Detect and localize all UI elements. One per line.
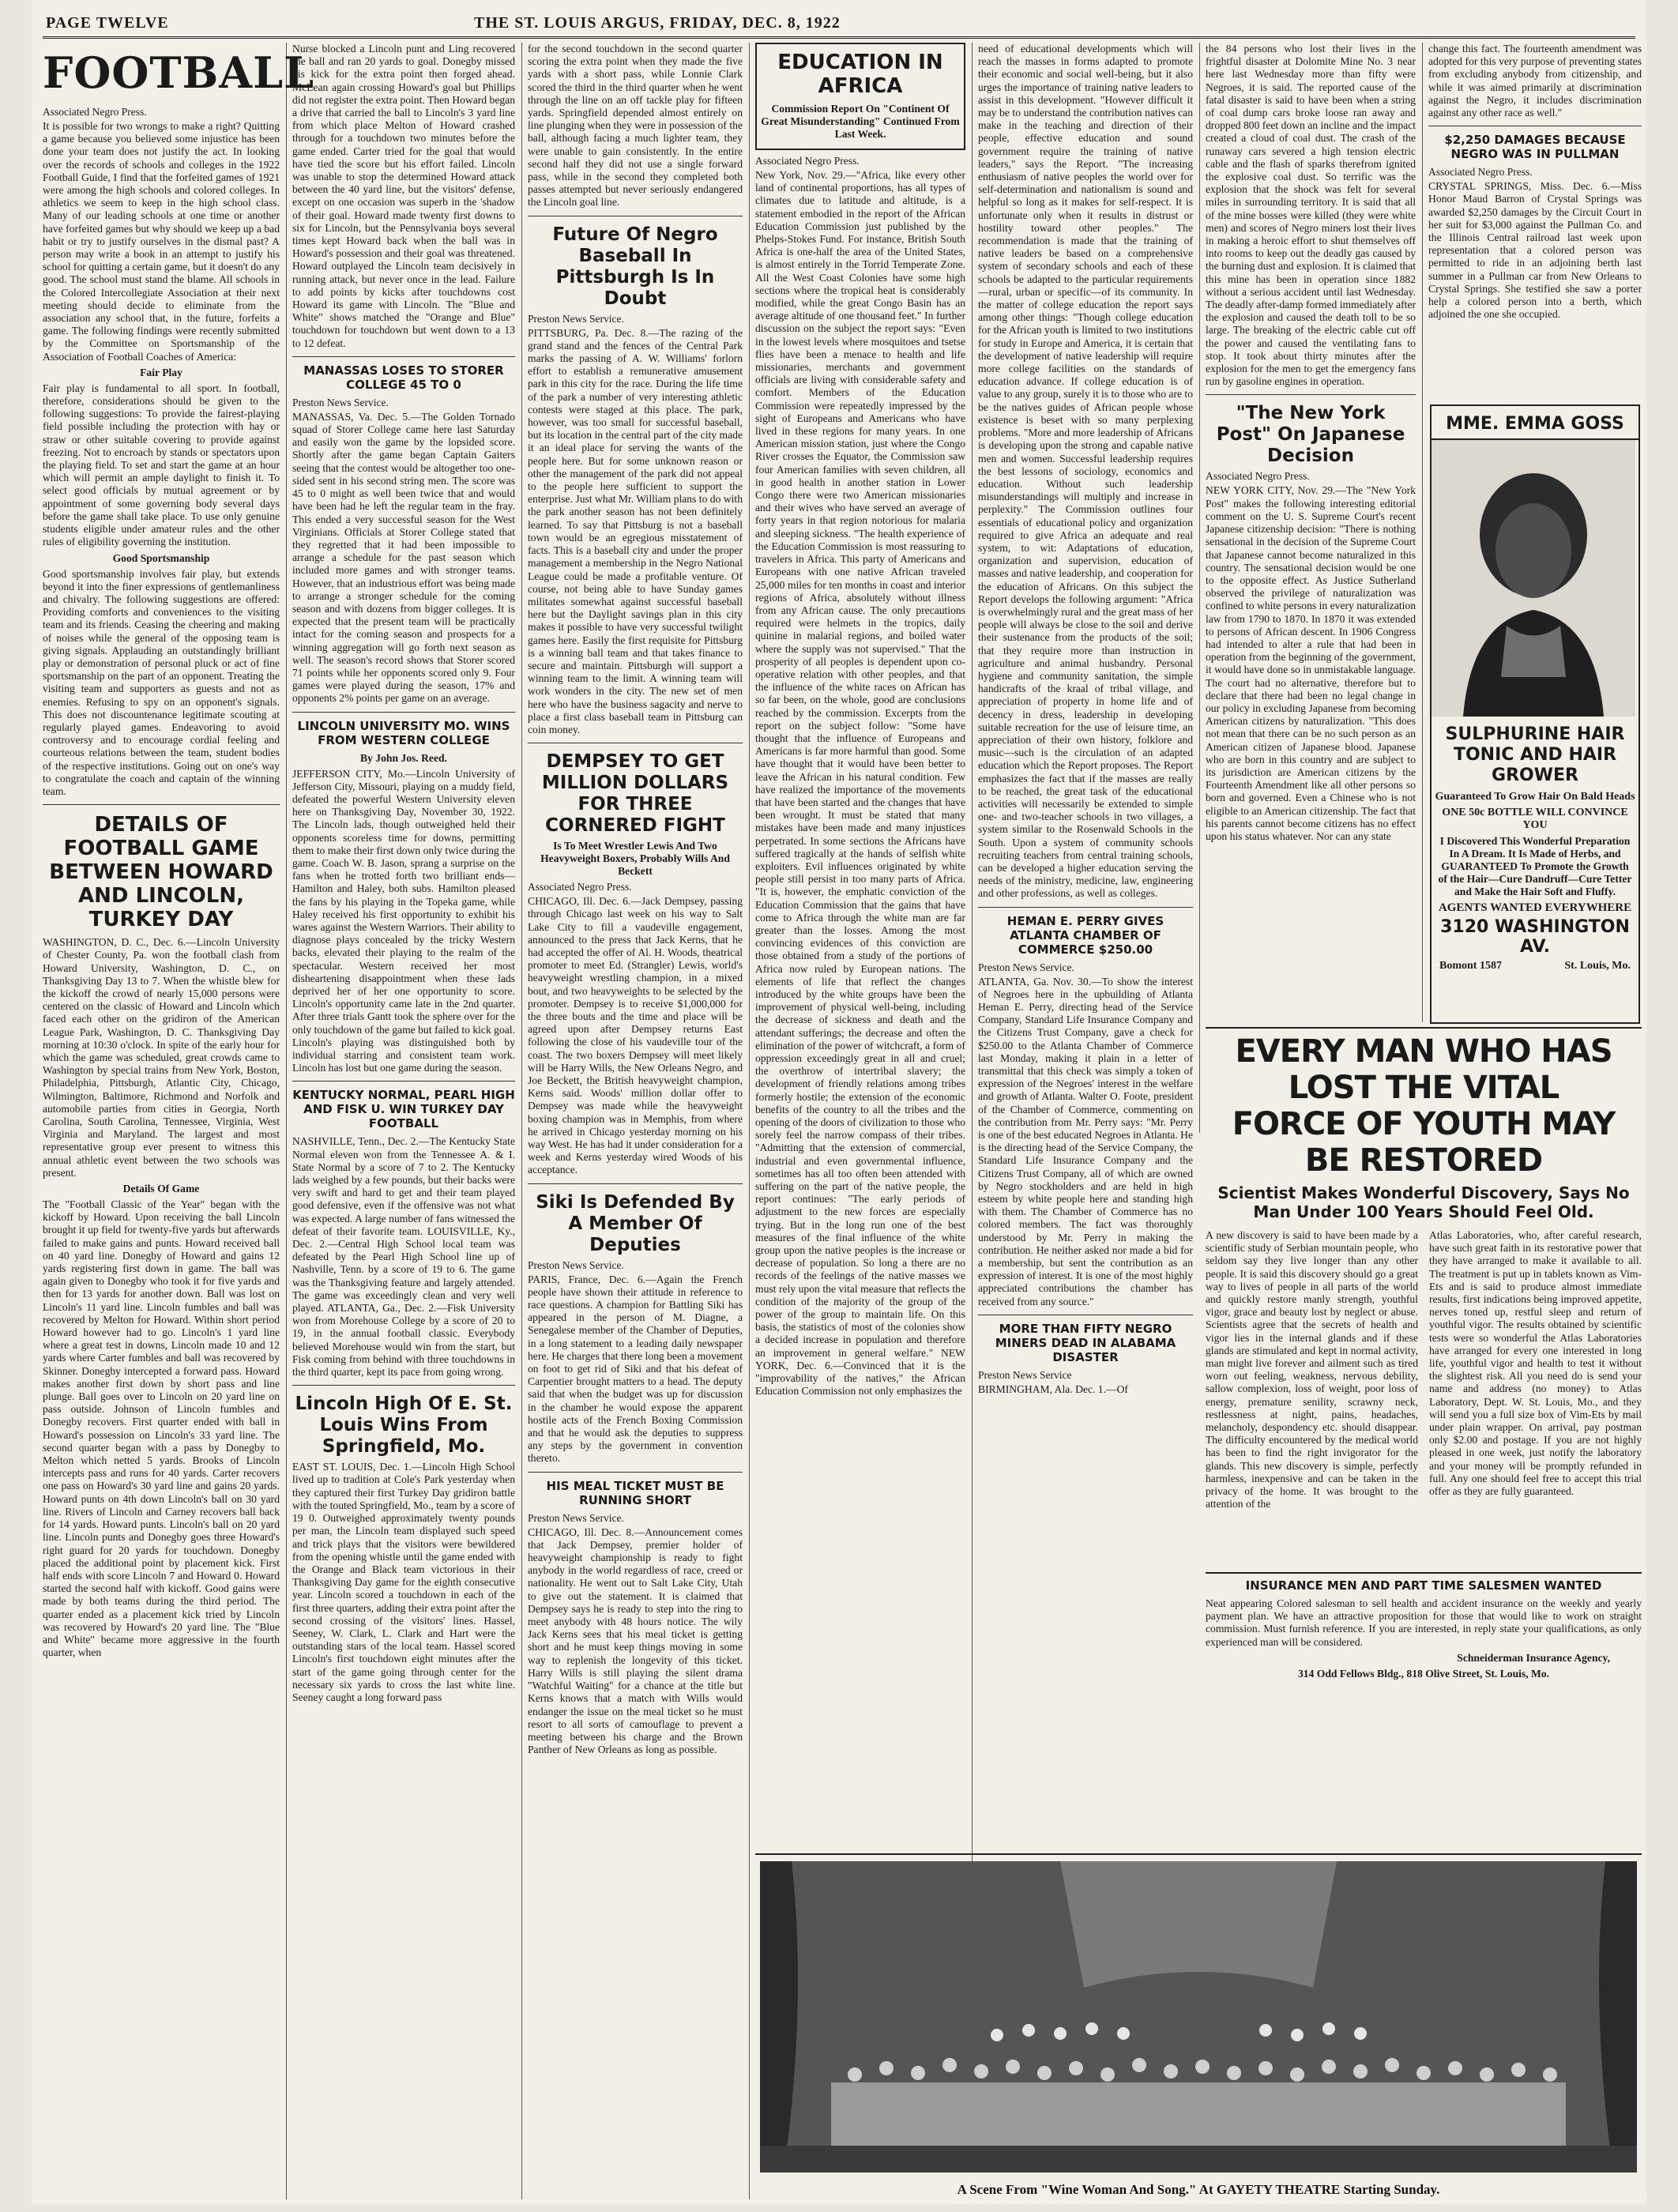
- meal-ticket-byline: Preston News Service.: [528, 1511, 624, 1524]
- theatre-photo: [760, 1861, 1637, 2172]
- ad-body-right: Atlas Laboratories, who, after careful research, have such great faith in its restorative power that they have arranged to make it available to all. The treatment is put up in tablets known as Vim-Ets and is said to produce almost immediate results, first indications being improved appetite, nerves toned up, restful sleep and return of youthful vigor. The results obtained by scientific tests were so wonderful the Atlas Laboratories have arranged for every one interested in long life, youthful vigor and health to test it without the slightest risk. All you need do is send your name and address (no money) to Atlas Laboratory, Dept. W. St. Louis, Mo., and they will send you a full size box of Vim-Ets by mail under plain wrapper. On arrival, pay postman only $2.00 and postage. If you are not highly pleased in one week, just notify the laboratory and your money will be promptly refunded in full. Any one should feel free to accept this trial offer as they are fully guaranteed.: [1429, 1229, 1642, 1498]
- details-body: The "Football Classic of the Year" began with the kickoff by Howard. Upon receiving the ball Lincoln brought it up field for twenty-five yards but afterwards failed to make gains and punts. Howard received ball on 40 yard line. Donegby of Howard and gains 12 yards registering first down in game. The ball was again given to Donegby who took it for five yards and then for 13 yards for another down. Ball was lost on Lincoln's 11 yard line. Lincoln fumbles and ball was recovered by Melton for Howard. Within short period Howard however had to go. Lincoln's 1 yard line where a great test in downs, Lincoln made 10 and 12 yards where Carter fumbles and ball was recovered by Skinner. Donegby intercepted a forward pass. Howard makes another first down by short pass and line plunge. Ball goes over to Lincoln on 20 yard line on pass outside. Johnson of Lincoln fumbles and Donegby recovers. First quarter ended with ball in Howard's possession on Lincoln's 33 yard line. The second quarter began with a pass by Donegby to Melton which netted 5 yards. Brooks of Lincoln intercepts pass and runs for 40 yards. Carter recovers one pass on Howard's 30 yard line and gains 20 yards. Howard punts on 4th down Lincoln's ball on 30 yard line. Rivers of Lincoln and Carney recovers ball back for 14 yards. Howard punts. Lincoln's ball on 20 yard line. Lincoln punts and Donegby goes three Howard's right guard for 20 yards for touchdown. Donegby placed the additional point by placement kick. First half ends with score Lincoln 7 and Howard 0. Howard started the second half with kickoff. Good gains were made by both teams during the third period. The quarter ended as a placement kick tried by Lincoln was recovered by Howard's 20 yard line. The "Blue and White" became more aggressive in the fourth quarter, when: [43, 1198, 280, 1659]
- column-rule: [749, 43, 750, 2199]
- football-headline: FOOTBALL: [43, 47, 315, 98]
- dempsey-deck: Is To Meet Wrestler Lewis And Two Heavyweight Boxers, Probably Wills And Beckett: [540, 840, 730, 878]
- manassas-headline: MANASSAS LOSES TO STORER COLLEGE 45 TO 0: [303, 363, 504, 392]
- baseball-body: PITTSBURG, Pa. Dec. 8.—The razing of the grand stand and the fences of the Central Park marks the passing of A. W. Williams' forlorn effort to establish a remunerative amusement park in this city for the race. During the life time of the park a number of very interesting athletic contests were staged at this place. The park, however, was too small for successful baseball, but its location in the central part of the city made it an ideal place for serving the wants of the people here. But for some unknown reason or other the management of the park did not appeal to the people here sufficient to support the enterprise. Just what Mr. William plans to do with the park another season has not been definitely learned. To say that Pittsburg is not a baseball town would be an egregious misstatement of facts. This is a baseball city and under the proper management a membership in the Negro National League could be made a profitable venture. Of course, not being able to have Sunday games militates somewhat against successful baseball here but the Daylight savings plan in this city makes it possible to have very successful twilight games here. Easily the first requisite for Pittsburg is a winning ball team and that takes finance to secure and maintain. Pittsburgh will support a winning team to the limit. A winning team will work wonders in the city. The new set of men here who have the business sagacity and nerve to place a first class baseball team in Pittsburg can coin money.: [528, 326, 743, 735]
- kentucky-headline: KENTUCKY NORMAL, PEARL HIGH AND FISK U. WIN TURKEY DAY FOOTBALL: [292, 1088, 515, 1131]
- column-4: [755, 43, 965, 1891]
- column-rule: [286, 43, 287, 2199]
- column-3: [528, 43, 743, 2198]
- column-5: [978, 43, 1193, 1891]
- divider: [43, 804, 280, 805]
- insurance-address: 314 Odd Fellows Bldg., 818 Olive Street, St. Louis, Mo.: [1297, 1667, 1550, 1680]
- baseball-headline: Future Of Negro Baseball In Pittsburgh Is In Doubt: [552, 224, 718, 309]
- sportsmanship-body: Good sportsmanship involves fair play, but extends beyond it into the finer expressions of gentlemanliness and chivalry. The following suggestions are offered: Providing comforts and conveniences to the visiting team and its friends. Ceasing the cheering and making of noises while the general of the opposing team is giving signals. Applauding an outstandingly brilliant play or demonstration of personal pluck or act of fine sportsmanship on the part of an opponent. Treating the visiting team and supporters as guests and not as enemies. Refusing to spy on an opponent's signals. This does not discountenance legitimate scouting at regularly played games. Endeavoring to avoid controversy and to encourage cordial feeling and courteous relations between the team, student bodies of the respective institutions. Going out on one's way to congratulate the coach and captain of the winning team.: [43, 567, 280, 797]
- page-folio: [32, 14, 1646, 35]
- column-rule: [521, 43, 522, 2199]
- ad-city: St. Louis, Mo.: [1564, 960, 1631, 972]
- stlouis-headline: Lincoln High Of E. St. Louis Wins From Springfield, Mo.: [295, 1394, 513, 1458]
- portrait-image: [1432, 440, 1635, 717]
- divider: [292, 1081, 515, 1082]
- column-rule: [1422, 43, 1423, 1022]
- fair-play-subhead: Fair Play: [140, 366, 182, 378]
- ad-one-bottle: ONE 50c BOTTLE WILL CONVINCE YOU: [1442, 807, 1628, 831]
- meal-ticket-headline: HIS MEAL TICKET MUST BE RUNNING SHORT: [546, 1478, 724, 1507]
- ad-name: MME. EMMA GOSS: [1432, 414, 1638, 440]
- column-rule: [1199, 43, 1200, 1133]
- kentucky-body: NASHVILLE, Tenn., Dec. 2.—The Kentucky State Normal eleven won from the Tennessee A. & I. State Normal by a score of 7 to 2. The Kentucky lads weighed by a few pounds, but their backs were very swift and hard to get and their team played good defensive, even if the offensive was not what was expected. A large number of fans witnessed the defeat of their favorite team. LOUISVILLE, Ky., Dec. 2.—Central High School local team was defeated by the Pearl High School line up of Nashville, Tenn. by a score of 19 to 6. The game was the Thanksgiving feature and largely attended. The game was exceedingly clean and very well played. ATLANTA, Ga., Dec. 2.—Fisk University won from Morehouse College by a score of 20 to 19, in the annual football classic. Everybody believed Morehouse would win from the start, but Fisk coming from behind with three touchdowns in the third quarter, kept its pace from going wrong.: [292, 1135, 515, 1379]
- japanese-continued: change this fact. The fourteenth amendment was adopted for this very purpose of preventing states from excluding anybody from citizenship, and while it was aimed primarily at discrimination against the Negro, it includes discrimination against any other race as well.": [1428, 43, 1642, 119]
- perry-byline: Preston News Service.: [978, 961, 1074, 973]
- nypost-headline: "The New York Post" On Japanese Decision: [1216, 403, 1405, 467]
- ad-body-left: A new discovery is said to have been made by a scientific study of Serbian mountain people, who seldom say they live longer than any other people. It is said this discovery should go a great way to lives of people in all parts of the world and quickly restore manly strength, youthful vigor, grace and beauty lost by neglect or abuse. Scientists agree that the secrets of health and vigor lies in the internal glands and if these glands are stimulated and kept in normal activity, man might live forever and ailment such as tired worn out feeling, weakness, nervous debility, sallow complexion, loss of weight, poor loss of energy, premature senility, scrawny neck, restlessness at night, pains, headaches, melancholy, despondency etc. should disappear. The difficulty encountered by the medical world has been to find the right invigorator for the glands. This new discovery is simple, perfectly harmless, inexpensive and can be taken in the privacy of the home. It was brought to the attention of the: [1206, 1229, 1418, 1510]
- nypost-byline: Associated Negro Press.: [1206, 470, 1310, 483]
- insurance-agency: Schneiderman Insurance Agency,: [1457, 1651, 1610, 1664]
- ad-agents: AGENTS WANTED EVERYWHERE: [1438, 901, 1632, 914]
- mine-disaster-continued: the 84 persons who lost their lives in the frightful disaster at Dolomite Mine No. 3 near here last Wednesday more than fifty were Negroes, it is said. The reported cause of the fatal disaster is said to have been when a string of coal dump cars broke loose ran away and dropped 800 feet down an incline and the impact created a cloud of coal dust. The crash of the runaway cars severed a high tension electric cable and the flash of sparks therefrom ignited the explosive coal dust. So terrific was the explosion that the shock was felt for several miles in surrounding territory. It is said that all of the mine bosses were killed (they were white men) and scores of Negro miners lost their lives in making a heroic effort to shut themselves off into rooms to keep out the deadly gas caused by the burning dust and explosion. It is claimed that this mine has been in operation since 1882 without a serious accident until last Wednesday. The deadly after-damp formed immediately after the explosion and caused the death toll to be so large. The breaking of the electric cable cut off the power and caused the ventilating fans to stop. It took about thirty minutes after the explosion for the men to get the emergency fans run by gasoline engines in operation.: [1206, 43, 1416, 388]
- football-byline: Associated Negro Press.: [43, 106, 147, 118]
- column-7: [1428, 43, 1642, 406]
- insurance-ad: [1206, 1572, 1642, 1714]
- nypost-body: NEW YORK CITY, Nov. 29.—The "New York Post" makes the following interesting editorial comment on the U. S. Supreme Court's recent Japanese citizenship decision: "There is nothing sensational in the decision of the Supreme Court that Japanese cannot become naturalized in this country. The sensational decision would be one to the opposite effect. As Justice Sutherland observed the privilege of naturalization was confined to white persons in every naturalization law from 1790 to 1870. In 1870 it was extended to persons of African descent. In 1906 Congress had intended to alter a rule that had been in operation from the beginning of the government, it would have done so in unmistakable language. The court had no alternative, therefore but to declare that there had been no legal change in our policy in excluding Japanese from becoming American citizens by naturalization. "This does not mean that there can be no such person as an American citizen of Japanese blood. Japanese who are born in this country and are subject to its jurisdiction are American citizens by the Fourteenth Amendment like all other persons so born and governed. Even a Chinese who is not eligible to an American citizenship. The fact that his parents cannot become citizens has no effect upon his status whatever. Nor can any state: [1206, 484, 1416, 842]
- miners-headline: MORE THAN FIFTY NEGRO MINERS DEAD IN ALABAMA DISASTER: [995, 1321, 1176, 1364]
- newspaper-page: [32, 0, 1646, 2204]
- ad-contact: [1432, 957, 1638, 976]
- africa-headline-box: [755, 43, 965, 150]
- siki-body: PARIS, France, Dec. 6.—Again the French people have shown their attitude in reference to race questions. A champion for Battling Siki has appeared in the person of M. Diagne, a Senegalese member of the Chamber of Deputies, in a long statement to a leading daily newspaper here. He charges that there long been a movement on foot to get rid of Siki and that his defeat of Carpentier brought matters to a head. The deputy said that when the budget was up for discussion in the chamber he would expose the apparent hostile acts of the French Boxing Commission and that he would ask the deputies to suppress any steps by the government in convention thereto.: [528, 1273, 743, 1465]
- football-body: It is possible for two wrongs to make a right? Quitting a game because you believed some injustice has been done your team does not justify the act. In looking over the records of schools and colleges in the 1922 Football Guide, I find that the forfeited games of 1921 were among the high schools and colored colleges. In athletics we seem to keep in the high school class. Many of our leading schools at one time or another have forfeited games but why should we keep up a bad habit or try to justify ourselves in the dismal past? A person may write a book in an attempt to justify his school for quitting a certain game, but it doesn't do any good. The school must stand the blame. All schools in the Colored Intercollegiate Association at their next meeting should decide to eliminate from the association any school that, in the future, forfeits a game. The following findings were recently submitted by the Committee on Sportsmanship of the Association of Football Coaches of America:: [43, 120, 280, 363]
- meal-ticket-body: CHICAGO, Ill. Dec. 8.—Announcement comes that Jack Dempsey, premier holder of heavyweight championship is ready to fight anybody in the world regardless of race, creed or nationality. He went out to Salt Lake City, Utah to give out the statement. It is claimed that Dempsey says he is ready to step into the ring to meet anybody with 48 hours notice. The wily Jack Kerns sees that his meal ticket is getting short and he must keep things moving in some way to replenish the longevity of this ticket. Harry Wills is still playing the silent drama "Watchful Waiting" for a chance at the title but Kerns knows that a match with Wills would endanger the issue on the meal ticket so he must resort to all sorts of camouflage to prevent a meeting between his charge and the Brown Panther of New Orleans as long as possible.: [528, 1525, 743, 1756]
- damages-body: CRYSTAL SPRINGS, Miss. Dec. 6.—Miss Honor Maud Barron of Crystal Springs was awarded $2,250 damages by the Circuit Court in her suit for $3,000 against the Pullman Co. and the Illinois Central railroad last week upon representation that a colored person was permitted to ride in an adjoining berth last summer in a Pullman car from New Orleans to Crystal Springs. She testified she saw a porter help a colored person into a berth, which adjoined the one she occupied.: [1428, 180, 1642, 321]
- baseball-byline: Preston News Service.: [528, 312, 624, 325]
- divider: [978, 907, 1193, 908]
- damages-byline: Associated Negro Press.: [1428, 166, 1533, 179]
- africa-byline: Associated Negro Press.: [755, 155, 860, 167]
- miners-body: BIRMINGHAM, Ala. Dec. 1.—Of: [978, 1382, 1128, 1395]
- theatre-photo-block: [755, 1853, 1642, 2203]
- insurance-body: Neat appearing Colored salesman to sell health and accident insurance on the weekly and yearly payment plan. We have an attractive proposition for those that would like to work on straight commission. Must furnish reference. If you are interested, in reply state your qualifications, as only experienced man will be considered.: [1206, 1597, 1642, 1648]
- manassas-body: MANASSAS, Va. Dec. 5.—The Golden Tornado squad of Storer College came here last Saturday and easily won the game by the lopsided score. Shortly after the game began Captain Gaiters seeing that the contest would be altogether too one-sided sent in his second string men. The score was 45 to 0 might as well been twice that and would have been had he left the regular team in the fray. This ended a very successful season for the West Virginians. Officials at Storer College stated that they regretted that it had been impossible to arrange a schedule for the past season which included more games and with stronger teams. However, that an industrious effort was being made to arrange a stronger schedule for the coming season and with dozens from bigger colleges. It is expected that the present team will be practically intact for the coming season and prospects for a winning aggregation will go forth next season as well. The season's record shows that Storer scored 71 points while her opponents scored only 9. Four games were played during the season, 17% and opponents 2% points per game on an average.: [292, 410, 515, 705]
- ad-guarantee: Guaranteed To Grow Hair On Bald Heads: [1435, 791, 1635, 803]
- manassas-byline: Preston News Service.: [292, 396, 389, 408]
- stlouis-body: EAST ST. LOUIS, Dec. 1.—Lincoln High School lived up to tradition at Cole's Park yesterday when they captured their first Turkey Day gridiron battle with the touted Springfield, Mo., team by a score of 19 0. Outweighed approximately twenty pounds per man, the Lincoln team displayed such speed and trick plays that the visitors were bewildered from the opening whistle until the game ended with the Orange and Black team victorious in their Thanksgiving Day game for the eighth consecutive year. Lincoln scored a touchdown in each of the first three quarters, adding their extra point after the second crossing of the visitors' lines. Hassel, Seeney, W. Clark, L. Clark and Hart were the outstanding stars of the local team. Hassel scored Lincoln's first touchdown eight minutes after the start of the game going through center for the necessary six yards to cross the last white line. Seeney caught a long forward pass: [292, 1461, 515, 1703]
- divider: [528, 1472, 743, 1473]
- ad-address: 3120 WASHINGTON AV.: [1440, 917, 1630, 957]
- howard-lincoln-headline: DETAILS OF FOOTBALL GAME BETWEEN HOWARD AND LINCOLN, TURKEY DAY: [49, 813, 273, 932]
- siki-headline: Siki Is Defended By A Member Of Deputies: [536, 1191, 735, 1255]
- lincoln-mo-body: JEFFERSON CITY, Mo.—Lincoln University of Jefferson City, Missouri, playing on a muddy field, defeated the powerful Western University eleven here on Thanksgiving Day, November 30, 1922. The Lincoln lads, though outweighed held their opponents scoreless time for downs, permitting them to make their first down only twice during the game. Coach W. B. Jason, sprang a surprise on the fans when he trotted forth two brilliant ends—Hamilton and Haley, both subs. Hamilton pleased the fans by his playing in the Topeka game, while Haley received his first opportunity to exhibit his wares against the Western Warriors. Their ability to diagnose plays concealed by the tricky Western backs, elevated their playing to the realm of the spectacular. Western received her most disheartening disappointment when these lads deprived her of her one opportunity to score. Lincoln's opportunity came late in the 2nd quarter. After three trials Gantt took the sphere over for the only touchdown of the game but failed to kick goal. Lincoln's playing was distinguished both by individual starring and consistent team work. Lincoln has lost but one game during the season.: [292, 767, 515, 1074]
- miners-byline: Preston News Service: [978, 1368, 1072, 1381]
- column-1: [43, 43, 315, 2198]
- lincoln-mo-headline: LINCOLN UNIVERSITY MO. WINS FROM WESTERN COLLEGE: [297, 718, 510, 747]
- perry-headline: HEMAN E. PERRY GIVES ATLANTA CHAMBER OF COMMERCE $250.00: [1006, 913, 1164, 957]
- vital-force-ad: [1206, 1027, 1642, 1564]
- africa-headline: EDUCATION IN AFRICA: [777, 51, 943, 98]
- africa-body: New York, Nov. 29.—"Africa, like every other land of continental proportions, has all types of climates due to latitude and altitude, is a statement embodied in the report of the African Education Commission just published by the Phelps-Stokes Fund. For instance, British South Africa is one-half the area of the United States, is almost entirely in the Torrid Temperate Zone. All the West Coast Colonies have some high sections where the tropical heat is considerably modified, while the great Congo Basin has an average altitude of one thousand feet." In further discussion on the subject the report says: "Even in the lowest levels where mosquitoes and tsetse flies have been a menace to health and life missionaries, merchants and government officials are living with considerable safety and comfort. Members of the Education Commission were repeatedly impressed by the sight of Europeans and Americans who have lived in these regions for many years. In one American mission station, just where the Congo River crosses the Equator, the Commission saw four American families with seven children, all in good health in another station in Lower Congo there were two American missionaries and their wives who have served an average of forty years in that region notorious for malaria and sleeping sickness. "The health experience of the Education Commission is most reassuring to travelers in Africa. This party of Americans and Europeans with one native African traveled 25,000 miles for ten months in coast and interior regions of Africa, absolutely without illness from any African cause. The only precautions required were helmets in the tropics, daily quinine in malarial regions, and boiled water where the supply was not supervised." That the prosperity of all peoples is dependent upon co-operative relation with other peoples, and that the influence of the white races on African has so far been, on the whole, good are conclusions reached by the commission. Excerpts from the report on the subject follow: "Some have thought that the influence of Europeans and Americans is far more harmful than good. Some have thought that it would have been better to leave the African in his natural condition. Few have realized the importance of the movements that have been started and the changes that have been wrought. It must be stated that many mistakes have been made and many injustices perpetrated. In some sections the Africans have suffered tragically at the hands of selfish white exploiters. Evil influences originated by white people still persist in too many parts of Africa. "It is, however, the emphatic conviction of the Education Commission that the gains that have come to Africa through the white man are far greater than the losses. Among the most convincing evidences of this conviction are those obtained from a study of the portions of Africa now ruled by European nations. The elements of life that reflect the changes introduced by the white groups have been the improvement of physical well-being, including the decrease of sickness and death and the attendant sufferings; the decrease and often the elimination of the power of witchcraft, a form of oppression exceedingly great in all and cruel; the overthrow of intertribal slavery; the development of friendly relations among tribes formerly hostile; the extension of the economic benefits of the country to all the tribes and the opening of the doors of civilization to those who sorely feel the narrow compass of their tribes. "Admitting that the extension of commercial, industrial and even governmental influence, sometimes has all too often been attended with suffering on the part of the native people, the report continues: "The early periods of adjustment to the new forces are especially trying. But in the long run one of the best measures of the final influence of the white group upon the native peoples is the increase or decrease of population. So long a there are no records of the feelings of the native masses we must rely upon the vital measure that reflects the condition of the majority of the group of the power of the group to maintain life. On this basis, the statistics of most of the colonies show a decided increase in population and therefore an improvement in general welfare." NEW YORK, Dec. 6.—Convinced that it is the "improvability of the natives," the African Education Commission not only emphasizes the: [755, 169, 965, 1398]
- column-6: [1206, 43, 1416, 1133]
- dempsey-headline: DEMPSEY TO GET MILLION DOLLARS FOR THREE CORNERED FIGHT: [541, 751, 729, 837]
- insurance-headline: INSURANCE MEN AND PART TIME SALESMEN WANTED: [1245, 1578, 1602, 1593]
- ad-product: SULPHURINE HAIR TONIC AND HAIR GROWER: [1445, 724, 1625, 785]
- africa-deck: Commission Report On "Continent Of Great Misunderstanding" Continued From Last Week.: [761, 103, 960, 140]
- lincoln-mo-byline: By John Jos. Reed.: [360, 751, 447, 764]
- divider: [292, 356, 515, 357]
- divider: [292, 1385, 515, 1386]
- howard-lincoln-body: WASHINGTON, D. C., Dec. 6.—Lincoln University of Chester County, Pa. won the football clash from Howard University, Washington, D. C., on Thanksgiving Day 13 to 7. When the whistle blew for the kickoff the crowd of nearly 15,000 persons were centered on the classic of Howard and Lincoln which faced each other on the gridiron of the American League Park, Washington, D. C. Thanksgiving Day morning at 10:30 o'clock. In spite of the early hour for which the game was scheduled, great crowds came to Washington by special trains from New York, Boston, Philadelphia, Pittsburgh, Atlantic City, Chicago, Wilmington, Baltimore, Richmond and Norfolk and automobile parties from cities in Georgia, North Carolina, South Carolina, Tennessee, Virginia, West Virginia and Maryland. The largest and most representative group ever present to witness this annual athletic event between the two schools was present.: [43, 936, 280, 1179]
- masthead-rule: [43, 36, 1635, 39]
- photo-caption: A Scene From "Wine Woman And Song." At GAYETY THEATRE Starting Sunday.: [957, 2182, 1440, 2197]
- divider: [1206, 394, 1416, 395]
- divider: [292, 712, 515, 713]
- stlouis-continued: for the second touchdown in the second quarter scoring the extra point when they made the five yards with a short pass, while Lonnie Clark scored the third in the third quarter when he went through the line on an off tackle play for fifteen yards. Springfield depended almost entirely on line plunging when they were in possession of the ball, although facing a much lighter team, they were unable to gain consistently. In the entire second half they did not use a single forward pass, while in the second they completed both passes attempted but never seriously endangered the Lincoln goal line.: [528, 43, 743, 209]
- dempsey-body: CHICAGO, Ill. Dec. 6.—Jack Dempsey, passing through Chicago last week on his way to Salt Lake City to fill a vaudeville engagement, announced to the press that Jack Kerns, that he had accepted the offer of Al. H. Woods, theatrical promoter to meet Ed. (Strangler) Lewis, world's heavyweight wrestling champion, in a mixed bout, and two heavyweights to be selected by the promoter. Dempsey is to receive $1,000,000 for the three bouts and the time and place will be agreed upon after Dempsey returns East following the close of his vaudeville tour of the coast. The two boxers Dempsey will meet likely will be Harry Wills, the New Orleans Negro, and Joe Beckett, the British heavyweight champion, Kerns said. Woods' million dollar offer to Dempsey was made while the heavyweight boxing champion was in Memphis, from where he arrived in Chicago yesterday morning on his way West. He has had it under consideration for a week and Kerns yesterday wired Woods of his acceptance.: [528, 895, 743, 1176]
- column-2: [292, 43, 515, 2198]
- sportsmanship-subhead: Good Sportsmanship: [112, 551, 210, 564]
- photo-scene: [760, 1861, 1637, 2172]
- ad-copy: I Discovered This Wonderful Preparation In A Dream. It Is Made of Herbs, and GUARANTEED To Promote the Growth of the Hair—Cure Dandruff—Cure Tetter and Make the Hair Soft and Fluffy.: [1438, 835, 1632, 897]
- perry-body: ATLANTA, Ga. Nov. 30.—To show the interest of Negroes here in the upbuilding of Atlanta Heman E. Perry, directing head of the Service Company, Standard Life Insurance Company and the Citizens Trust Company, gave a check for $250.00 to the Atlanta Chamber of Commerce last Monday, making it plain in a letter of transmittal that this check was simply a token of expression of the Negroes' interest in the welfare and growth of Atlanta. Walter O. Foote, president of the Chamber of Commerce, commenting on the contribution from Mr. Perry says: "Mr. Perry is one of the best educated Negroes in Atlanta. He is the directing head of the Service Company, the Standard Life Insurance Company and the Citizens Trust Company, all of which are owned by Negro stockholders and are held in high esteem by white people here and standing high with them. The Chamber of Commerce has no colored members. The fact was thoroughly understood by Mr. Perry in making the contribution. He neither asked nor made a bid for a membership, but sent the contribution as an expression of interest. It is one of the most highly appreciated contributions the chamber has received from any source.": [978, 975, 1193, 1307]
- ad-deck: Scientist Makes Wonderful Discovery, Says No Man Under 100 Years Should Feel Old.: [1217, 1183, 1630, 1221]
- dempsey-byline: Associated Negro Press.: [528, 881, 632, 893]
- column-rule: [972, 43, 973, 1891]
- ad-headline-1: EVERY MAN WHO HAS LOST THE VITAL: [1235, 1033, 1612, 1106]
- damages-headline: $2,250 DAMAGES BECAUSE NEGRO WAS IN PULLMAN: [1444, 133, 1626, 162]
- details-subhead: Details Of Game: [122, 1183, 200, 1195]
- paper-dateline: THE ST. LOUIS ARGUS, FRIDAY, DEC. 8, 1922: [474, 14, 841, 32]
- africa-continued: need of educational developments which will reach the masses in forms adapted to promote their economic and social well-being, but it also urges the importance of training native leaders to assist in this development. "However difficult it may be to understand the contribution natives can make in the teaching and direction of their people, effective education and sound government require the training of native leaders," says the Report. "The increasing enthusiasm of native peoples the world over for self-determination and nationalism is sound and helpful so long as it makes for self-respect. It is unfortunate only when it results in distrust or hostility toward other peoples." The recommendation is made that the training of native leaders be based on a comprehensive system of secondary schools and each of these schools be adapted to the particular requirements—rural, urban or specific—of its community. In the matter of college education the report says among other things: "Though college education for the African youth is limited to two institutions for study in Europe and America, it is certain that the development of native leadership will require more college facilities on the standards of education advance. If college education is of value to any group, surely it is to those who are to be the natives guides of African people whose existence is beset with so many perplexing problems. "More and more leadership of Africans is developing upon the strong and capable native men and women. Successful leadership requires the best lessons of sociology, economics and education. Without such leadership misunderstandings will multiply and increase in perplexity." The Commission outlines four essentials of educational policy and organization required to give Africa an adequate and real system, to wit: Adaptations of education, organization and supervision, education of masses and native leadership, and cooperation for the education of Africans. On this subject the Report develops the following argument: "Africa is overwhelmingly rural and the great mass of her people will always be close to the soil and derive their sustenance from the products of the soil; that they require more than instruction in agriculture and animal husbandry. Personal hygiene and community sanitation, the simple handicrafts of the kraal of tribal village, and appreciation of property in home life and of decency in dress, leadership in developing suitable recreation for the use of leisure time, an appreciation of their own history, folklore and music—such is the circulation of an adapted education which the Report proposes. The Report emphasizes the fact that if the masses are really to be reached, the great task of the educational activities will necessarily be extended to simple one- and two-teacher schools in two villages, a system similar to the Rosenwald Schools in the South. Upon a system of community schools recruiting teachers from central training schools, can be developed a higher education serving the needs of the ministry, medicine, law, engineering and other professions, as well as colleges.: [978, 43, 1193, 900]
- ad-headline-2: FORCE OF YOUTH MAY BE RESTORED: [1232, 1106, 1616, 1179]
- fair-play-body: Fair play is fundamental to all sport. In football, therefore, considerations should be given to the following suggestions: To provide the fairest-playing field possible including the protection with hay or straw or other suitable covering to provide against freezing. Not to encroach by stands or spectators upon the playing field. To set and start the game at an hour which will permit an ample daylight to finish it. To select good officials by mutual agreement or by appointment of some governing body several days before the game shall take place. To use only genuine students eligible under amateur rules and the other rules of eligibility governing the institution.: [43, 382, 280, 548]
- hair-tonic-ad: [1430, 404, 1640, 1024]
- howard-continued: Nurse blocked a Lincoln punt and Ling recovered the ball and ran 20 yards to goal. Donegby missed his kick for the extra point then forged ahead. McLean again crossing Howard's goal but Phillips did not register the extra point. Then Howard began a drive that carried the ball to Lincoln's 3 yard line from which place Melton of Howard crashed through for a touchdown two minutes before the game ended. Carter tried for the goal that would have tied the score but his effort failed. Lincoln was unable to stop the determined Howard attack between the 40 yard line, but the visitors' defense, except on one occasion was superb in the 'shadow of their goal. Howard made twenty first downs to six for Lincoln, but the Pennsylvania boys several times kept Howard back when the ball was in Howard's possession and their goal was threatened. Howard outplayed the Lincoln team decisively in running attack, but never once in the lead. Failure to add points by kicks after touchdowns cost Howard its game with Lincoln. The "Blue and White" shows matched the "Orange and Blue" touchdown for touchdown but went down to a 13 to 12 defeat.: [292, 43, 515, 349]
- ad-phone: Bomont 1587: [1439, 960, 1502, 972]
- page-label: PAGE TWELVE: [46, 14, 169, 32]
- divider: [528, 1183, 743, 1184]
- siki-byline: Preston News Service.: [528, 1258, 624, 1271]
- ad-body-columns: [1206, 1229, 1642, 1510]
